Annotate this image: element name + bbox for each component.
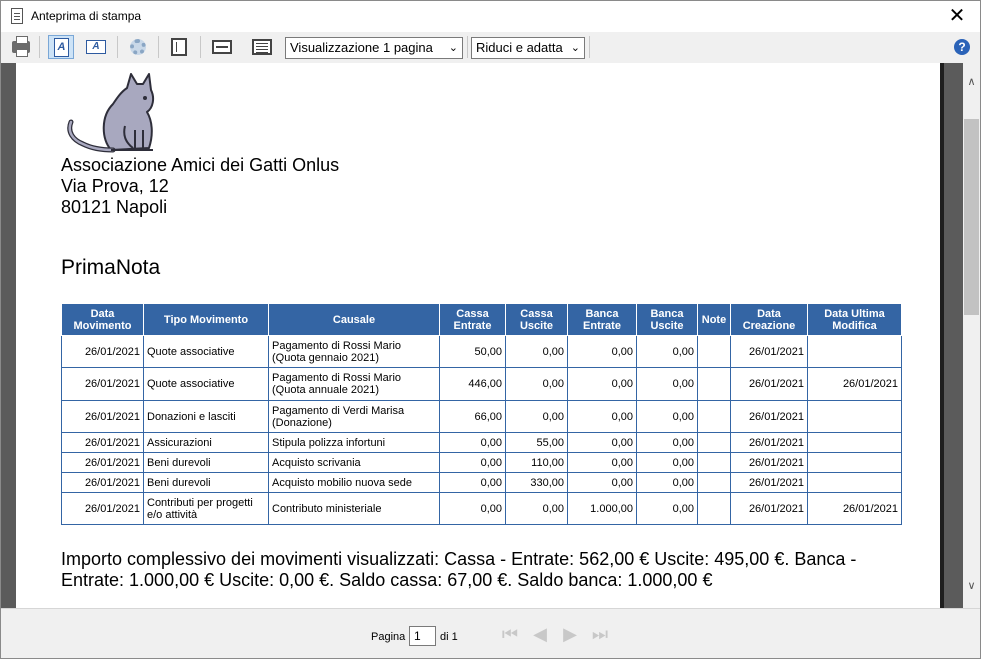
full-page-icon bbox=[171, 38, 187, 56]
cell-causale: Pagamento di Rossi Mario (Quota gennaio 2021) bbox=[269, 336, 440, 368]
portrait-page-icon: A bbox=[54, 38, 69, 57]
cell-data-movimento: 26/01/2021 bbox=[62, 336, 144, 368]
previous-page-icon[interactable]: ◀ bbox=[533, 624, 547, 645]
summary-text: Importo complessivo dei movimenti visualizzati: Cassa - Entrate: 562,00 € Uscite: 495,00 €. Banca - Entrate: 1.000,00 € Uscite: 0,00 €. Saldo cassa: 67,00 €. Saldo banca: 1.000,00 € bbox=[61, 549, 857, 590]
table-row bbox=[62, 493, 902, 525]
chevron-down-icon: ⌄ bbox=[570, 41, 580, 54]
multi-page-button[interactable] bbox=[249, 35, 275, 59]
column-header: Data Movimento bbox=[62, 304, 144, 336]
prima-nota-table bbox=[61, 303, 902, 525]
full-page-button[interactable] bbox=[166, 35, 192, 59]
cell-tipo-movimento: Beni durevoli bbox=[144, 453, 269, 473]
cell-data-creazione: 26/01/2021 bbox=[731, 401, 808, 433]
scroll-up-icon[interactable]: ∧ bbox=[967, 75, 976, 88]
cell-tipo-movimento: Beni durevoli bbox=[144, 473, 269, 493]
cell-note bbox=[698, 493, 731, 525]
cell-data-modifica bbox=[808, 453, 902, 473]
table-row bbox=[62, 433, 902, 453]
cell-causale: Stipula polizza infortuni bbox=[269, 433, 440, 453]
toolbar-separator bbox=[117, 36, 118, 58]
cell-banca-uscite: 0,00 bbox=[637, 453, 698, 473]
page-width-button[interactable] bbox=[209, 35, 235, 59]
cell-data-modifica: 26/01/2021 bbox=[808, 493, 902, 525]
cell-data-modifica bbox=[808, 401, 902, 433]
cell-cassa-uscite: 55,00 bbox=[506, 433, 568, 453]
cell-data-creazione: 26/01/2021 bbox=[731, 433, 808, 453]
portrait-button[interactable] bbox=[48, 35, 74, 59]
fit-mode-select[interactable] bbox=[471, 37, 585, 59]
cell-tipo-movimento: Assicurazioni bbox=[144, 433, 269, 453]
landscape-button[interactable] bbox=[84, 35, 110, 59]
close-button[interactable]: ✕ bbox=[948, 3, 966, 27]
cell-cassa-uscite: 110,00 bbox=[506, 453, 568, 473]
cell-cassa-entrate: 50,00 bbox=[440, 336, 506, 368]
cell-cassa-uscite: 0,00 bbox=[506, 336, 568, 368]
toolbar-separator bbox=[158, 36, 159, 58]
cell-note bbox=[698, 401, 731, 433]
org-address: Via Prova, 12 bbox=[61, 176, 169, 196]
cell-banca-entrate: 0,00 bbox=[568, 433, 637, 453]
cell-tipo-movimento: Donazioni e lasciti bbox=[144, 401, 269, 433]
table-row bbox=[62, 473, 902, 493]
cell-causale: Pagamento di Verdi Marisa (Donazione) bbox=[269, 401, 440, 433]
first-page-icon[interactable]: ⏮ bbox=[501, 624, 519, 645]
cell-data-creazione: 26/01/2021 bbox=[731, 473, 808, 493]
cell-banca-entrate: 1.000,00 bbox=[568, 493, 637, 525]
scroll-thumb[interactable] bbox=[964, 119, 979, 315]
column-header: Cassa Uscite bbox=[506, 304, 568, 336]
column-header: Note bbox=[698, 304, 731, 336]
cell-data-movimento: 26/01/2021 bbox=[62, 368, 144, 401]
print-button[interactable] bbox=[8, 35, 34, 59]
preview-area bbox=[1, 63, 963, 608]
cell-banca-uscite: 0,00 bbox=[637, 368, 698, 401]
last-page-icon[interactable]: ⏭ bbox=[591, 624, 609, 645]
printer-icon bbox=[12, 41, 30, 53]
cell-data-modifica bbox=[808, 473, 902, 493]
cell-data-modifica: 26/01/2021 bbox=[808, 368, 902, 401]
window-title: Anteprima di stampa bbox=[31, 9, 142, 23]
cell-note bbox=[698, 453, 731, 473]
cell-banca-uscite: 0,00 bbox=[637, 493, 698, 525]
cell-causale: Acquisto mobilio nuova sede bbox=[269, 473, 440, 493]
cell-cassa-entrate: 66,00 bbox=[440, 401, 506, 433]
cell-causale: Contributo ministeriale bbox=[269, 493, 440, 525]
title-bar bbox=[1, 1, 980, 32]
org-city: 80121 Napoli bbox=[61, 197, 168, 217]
page-setup-button[interactable] bbox=[125, 35, 151, 59]
column-header: Cassa Entrate bbox=[440, 304, 506, 336]
cell-banca-uscite: 0,00 bbox=[637, 473, 698, 493]
cell-note bbox=[698, 473, 731, 493]
help-icon[interactable]: ? bbox=[954, 39, 970, 55]
fit-mode-value: Riduci e adatta bbox=[476, 40, 563, 55]
cell-cassa-entrate: 0,00 bbox=[440, 493, 506, 525]
cat-logo bbox=[61, 68, 156, 153]
pagination-bar bbox=[1, 608, 980, 658]
cell-banca-uscite: 0,00 bbox=[637, 336, 698, 368]
gear-icon bbox=[130, 39, 146, 55]
cell-cassa-entrate: 0,00 bbox=[440, 433, 506, 453]
view-mode-value: Visualizzazione 1 pagina bbox=[290, 40, 433, 55]
cell-banca-entrate: 0,00 bbox=[568, 473, 637, 493]
cell-data-creazione: 26/01/2021 bbox=[731, 453, 808, 473]
cell-cassa-uscite: 0,00 bbox=[506, 368, 568, 401]
next-page-icon[interactable]: ▶ bbox=[563, 624, 577, 645]
cell-causale: Pagamento di Rossi Mario (Quota annuale 2021) bbox=[269, 368, 440, 401]
preview-page bbox=[16, 63, 944, 608]
cell-cassa-uscite: 330,00 bbox=[506, 473, 568, 493]
column-header: Tipo Movimento bbox=[144, 304, 269, 336]
cell-banca-entrate: 0,00 bbox=[568, 368, 637, 401]
table-header-row bbox=[62, 304, 902, 336]
cell-note bbox=[698, 336, 731, 368]
cell-cassa-uscite: 0,00 bbox=[506, 493, 568, 525]
toolbar bbox=[1, 32, 980, 63]
cell-data-movimento: 26/01/2021 bbox=[62, 473, 144, 493]
cell-data-modifica bbox=[808, 433, 902, 453]
multi-page-icon bbox=[252, 39, 272, 55]
cell-data-creazione: 26/01/2021 bbox=[731, 493, 808, 525]
cell-cassa-uscite: 0,00 bbox=[506, 401, 568, 433]
column-header: Banca Entrate bbox=[568, 304, 637, 336]
page-count-label: di 1 bbox=[440, 631, 458, 643]
cell-banca-uscite: 0,00 bbox=[637, 401, 698, 433]
cell-data-movimento: 26/01/2021 bbox=[62, 401, 144, 433]
chevron-down-icon: ⌄ bbox=[448, 41, 458, 54]
view-mode-select[interactable] bbox=[285, 37, 463, 59]
column-header: Causale bbox=[269, 304, 440, 336]
toolbar-separator bbox=[467, 36, 468, 58]
cell-data-modifica bbox=[808, 336, 902, 368]
vertical-scrollbar[interactable] bbox=[963, 63, 980, 608]
document-icon bbox=[11, 8, 23, 24]
page-label: Pagina bbox=[371, 631, 406, 643]
toolbar-separator bbox=[39, 36, 40, 58]
cell-note bbox=[698, 368, 731, 401]
toolbar-separator bbox=[589, 36, 590, 58]
table-row bbox=[62, 401, 902, 433]
table-row bbox=[62, 336, 902, 368]
cell-tipo-movimento: Quote associative bbox=[144, 368, 269, 401]
table-row bbox=[62, 453, 902, 473]
cell-cassa-entrate: 446,00 bbox=[440, 368, 506, 401]
cell-tipo-movimento: Quote associative bbox=[144, 336, 269, 368]
scroll-down-icon[interactable]: ∨ bbox=[967, 579, 976, 592]
cell-causale: Acquisto scrivania bbox=[269, 453, 440, 473]
toolbar-separator bbox=[200, 36, 201, 58]
column-header: Data Creazione bbox=[731, 304, 808, 336]
document-title: PrimaNota bbox=[61, 256, 161, 279]
table-row bbox=[62, 368, 902, 401]
cell-note bbox=[698, 433, 731, 453]
org-name: Associazione Amici dei Gatti Onlus bbox=[61, 155, 340, 175]
cell-banca-entrate: 0,00 bbox=[568, 453, 637, 473]
cell-banca-entrate: 0,00 bbox=[568, 336, 637, 368]
cell-data-creazione: 26/01/2021 bbox=[731, 336, 808, 368]
landscape-page-icon: A bbox=[86, 40, 106, 54]
cell-data-movimento: 26/01/2021 bbox=[62, 493, 144, 525]
cell-cassa-entrate: 0,00 bbox=[440, 473, 506, 493]
cell-banca-uscite: 0,00 bbox=[637, 433, 698, 453]
cell-banca-entrate: 0,00 bbox=[568, 401, 637, 433]
cell-data-movimento: 26/01/2021 bbox=[62, 433, 144, 453]
cell-data-creazione: 26/01/2021 bbox=[731, 368, 808, 401]
page-number-input[interactable]: 1 bbox=[409, 626, 436, 646]
cell-data-movimento: 26/01/2021 bbox=[62, 453, 144, 473]
column-header: Data Ultima Modifica bbox=[808, 304, 902, 336]
page-width-icon bbox=[212, 40, 232, 54]
cell-cassa-entrate: 0,00 bbox=[440, 453, 506, 473]
column-header: Banca Uscite bbox=[637, 304, 698, 336]
cell-tipo-movimento: Contributi per progetti e/o attività bbox=[144, 493, 269, 525]
